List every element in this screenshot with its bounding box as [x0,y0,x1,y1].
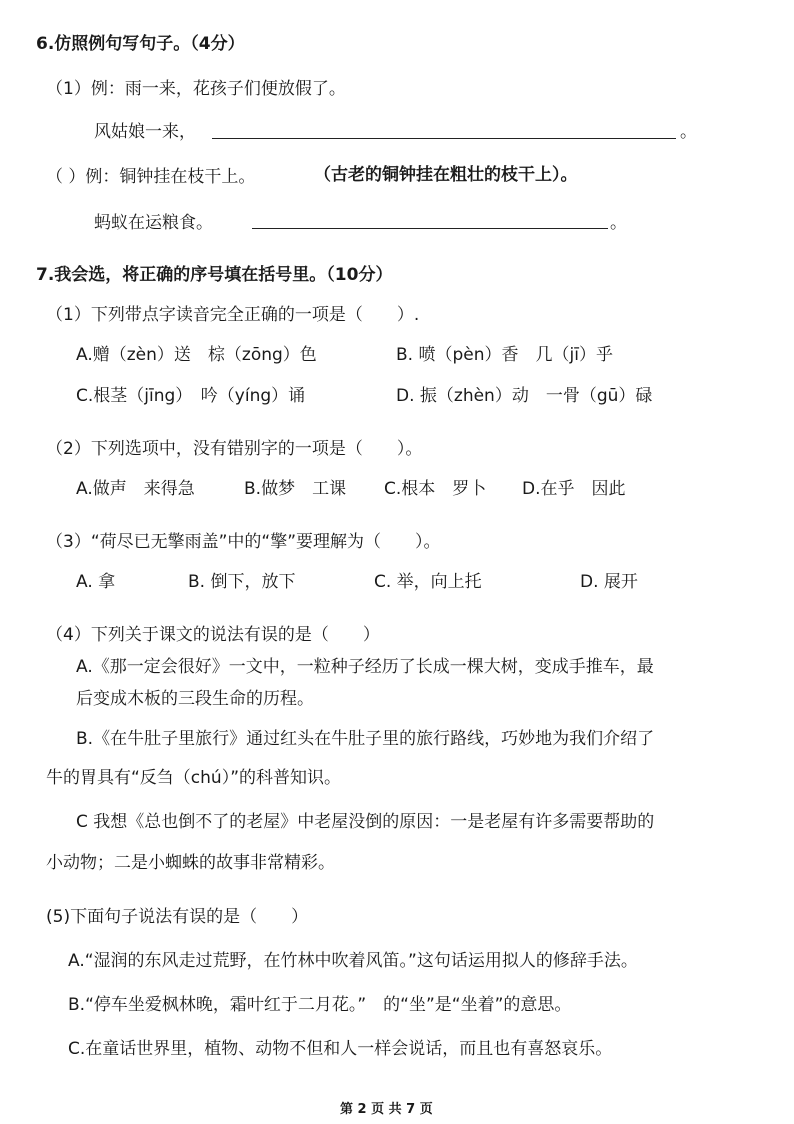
q7-p1-option-c: C.根茎（jīng） 吟（yíng）诵 [76,386,306,406]
q6-s2-label: （ ）例：铜钟挂在枝干上。 [46,167,256,187]
q7-p2-option-c: C.根本 罗卜 [384,479,487,499]
q7-p5-stem: (5)下面句子说法有误的是（ ） [46,907,309,927]
q7-p5-option-c: C.在童话世界里，植物、动物不但和人一样会说话，而且也有喜怒哀乐。 [68,1039,613,1059]
q7-p1-option-b: B. 喷（pèn）香 几（jī）乎 [396,345,613,365]
q6-s2-prompt: 蚂蚁在运粮食。 [94,213,213,233]
q7-p5-option-b: B.“停车坐爱枫林晚，霜叶红于二月花。” 的“坐”是“坐着”的意思。 [68,995,572,1015]
q7-p3-option-a: A. 拿 [76,572,116,592]
q7-p2-option-a: A.做声 来得急 [76,479,195,499]
q7-p4-stem: （4）下列关于课文的说法有误的是（ ） [46,625,380,645]
q6-title: 6.仿照例句写句子。（4分） [36,34,245,54]
page-number-footer: 第 2 页 共 7 页 [340,1102,433,1117]
q7-p4-option-c-line2: 小动物；二是小蜘蛛的故事非常精彩。 [46,853,335,873]
q7-p4-option-b-line2: 牛的胃具有“反刍（chú）”的科普知识。 [46,768,342,788]
q6-s1-end: 。 [680,122,697,142]
q6-s1-answer-line[interactable] [212,138,676,139]
q6-s1-prompt: 风姑娘一来， [94,122,196,142]
q7-p4-option-c-line1: C 我想《总也倒不了的老屋》中老屋没倒的原因：一是老屋有许多需要帮助的 [76,812,655,832]
q6-s2-example: （古老的铜钟挂在粗壮的枝干上）。 [314,165,578,185]
q7-p3-option-b: B. 倒下，放下 [188,572,296,592]
q6-s2-answer-line[interactable] [252,228,608,229]
q7-p3-stem: （3）“荷尽已无擎雨盖”中的“擎”要理解为（ ）。 [46,532,441,552]
q7-p2-stem: （2）下列选项中，没有错别字的一项是（ ）。 [46,439,423,459]
q7-p2-option-b: B.做梦 工课 [244,479,347,499]
q7-p5-option-a: A.“湿润的东风走过荒野，在竹林中吹着风笛。”这句话运用拟人的修辞手法。 [68,951,638,971]
q6-s2-end: 。 [610,213,627,233]
q7-p3-option-c: C. 举，向上托 [374,572,482,592]
q7-p4-option-a-line1: A.《那一定会很好》一文中，一粒种子经历了长成一棵大树，变成手推车，最 [76,657,654,677]
q7-p3-option-d: D. 展开 [580,572,638,592]
q7-title: 7.我会选，将正确的序号填在括号里。（10分） [36,265,393,285]
q7-p1-stem: （1）下列带点字读音完全正确的一项是（ ）. [46,305,420,325]
q6-s1-label: （1）例：雨一来，花孩子们便放假了。 [46,79,346,99]
q7-p1-option-d: D. 振（zhèn）动 一骨（gū）碌 [396,386,653,406]
q7-p1-option-a: A.赠（zèn）送 棕（zōng）色 [76,345,317,365]
q7-p4-option-a-line2: 后变成木板的三段生命的历程。 [76,689,314,709]
q7-p4-option-b-line1: B.《在牛肚子里旅行》通过红头在牛肚子里的旅行路线，巧妙地为我们介绍了 [76,729,655,749]
q7-p2-option-d: D.在乎 因此 [522,479,626,499]
